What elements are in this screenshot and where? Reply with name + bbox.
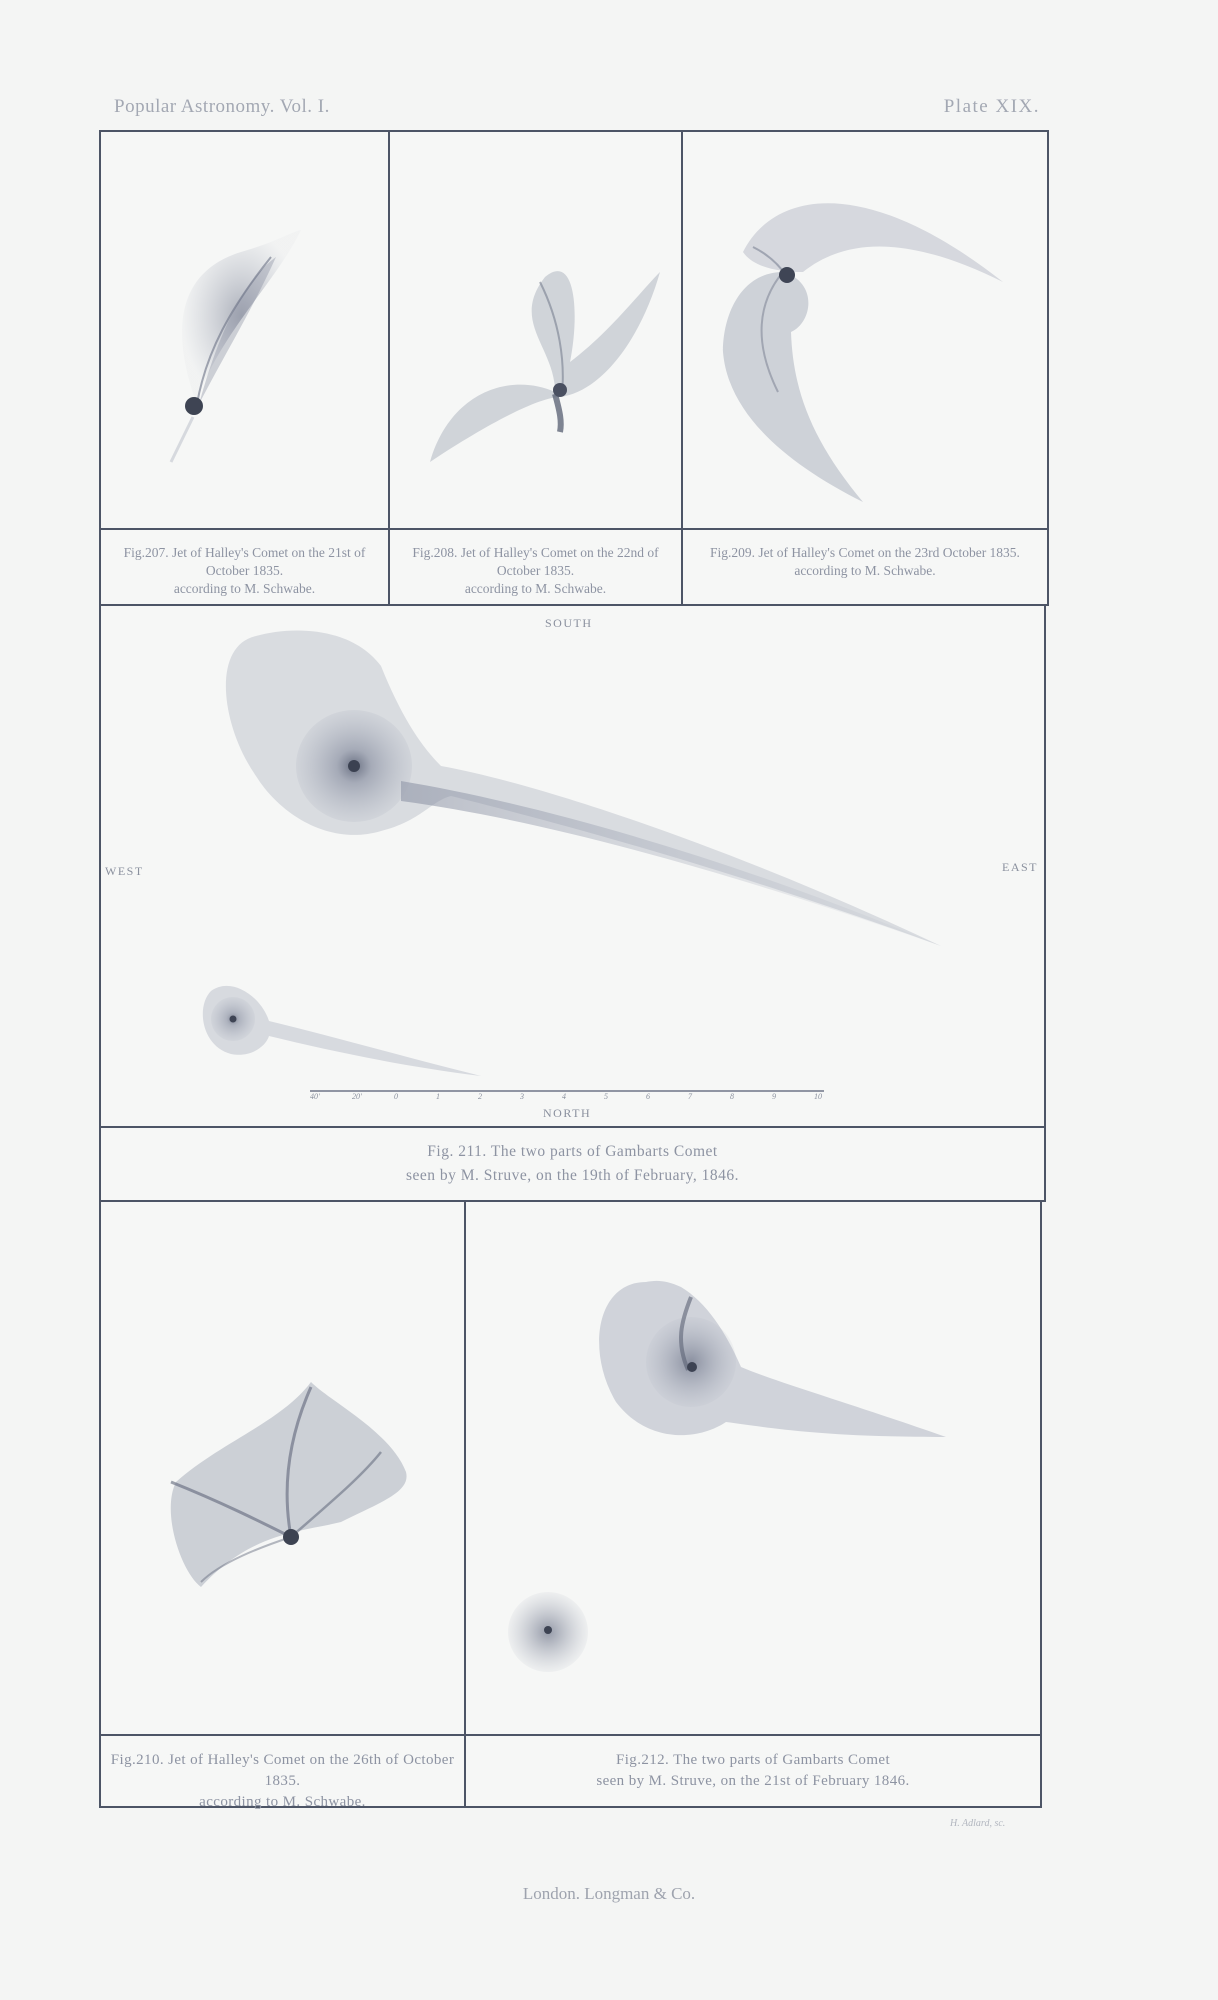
figure-209-drawing xyxy=(683,132,1049,530)
figure-210-caption xyxy=(99,1734,466,1808)
figure-211-panel xyxy=(99,604,1046,1128)
figure-209-caption xyxy=(681,528,1049,606)
comet-nucleus-209 xyxy=(779,267,795,283)
figure-210-panel xyxy=(99,1200,466,1736)
comet-nucleus-212-small xyxy=(544,1626,552,1634)
scale-tick-label: 20' xyxy=(352,1092,362,1101)
figure-211-caption-line1: Fig. 211. The two parts of Gambarts Comet xyxy=(427,1143,718,1160)
direction-east: EAST xyxy=(1002,860,1038,874)
figure-208-caption xyxy=(388,528,683,606)
comet-nucleus-207 xyxy=(185,397,203,415)
figure-211-drawing xyxy=(101,606,1046,1128)
scale-tick-label: 10 xyxy=(814,1092,822,1101)
figure-209-panel xyxy=(681,130,1049,530)
figure-210-drawing xyxy=(101,1202,466,1736)
figure-211-caption-line2: seen by M. Struve, on the 19th of February, 1846. xyxy=(405,1167,740,1184)
figure-207-caption-line1: Fig.207. Jet of Halley's Comet on the 21st of October 1835. xyxy=(123,545,366,578)
scale-tick-label: 9 xyxy=(772,1092,776,1101)
scale-tick-label: 0 xyxy=(394,1092,398,1101)
scale-tick-label: 2 xyxy=(478,1092,482,1101)
figure-207-caption-line2: according to M. Schwabe. xyxy=(173,581,316,596)
figure-212-caption xyxy=(464,1734,1042,1808)
scale-tick-label: 7 xyxy=(688,1092,692,1101)
direction-south: SOUTH xyxy=(545,616,593,630)
angular-scale-line xyxy=(310,1088,824,1102)
direction-north: NORTH xyxy=(543,1106,592,1120)
figure-208-drawing xyxy=(390,132,683,530)
comet-nucleus-211-small xyxy=(230,1016,237,1023)
scale-tick-label: 1 xyxy=(436,1092,440,1101)
comet-nucleus-210 xyxy=(283,1529,299,1545)
comet-nucleus-208 xyxy=(553,383,567,397)
figure-209-caption-line2: according to M. Schwabe. xyxy=(794,563,936,578)
figure-212-caption-line1: Fig.212. The two parts of Gambarts Comet xyxy=(615,1752,891,1768)
figure-212-panel xyxy=(464,1200,1042,1736)
scale-tick-label: 8 xyxy=(730,1092,734,1101)
scale-tick-label: 40' xyxy=(310,1092,320,1101)
figure-212-drawing xyxy=(466,1202,1042,1736)
figure-207-caption xyxy=(99,528,390,606)
figure-211-caption xyxy=(99,1126,1046,1202)
publisher-footer: London. Longman & Co. xyxy=(522,1884,696,1903)
plate-number: Plate XIX. xyxy=(943,96,1040,117)
angular-scale xyxy=(310,1088,824,1102)
figure-208-caption-line2: according to M. Schwabe. xyxy=(464,581,607,596)
figure-208-panel xyxy=(388,130,683,530)
figure-207-panel xyxy=(99,130,390,530)
comet-nucleus-211-main xyxy=(348,760,360,772)
scale-tick-label: 3 xyxy=(520,1092,524,1101)
figure-210-caption-line2: according to M. Schwabe. xyxy=(199,1794,366,1810)
figure-208-caption-line1: Fig.208. Jet of Halley's Comet on the 22nd of October 1835. xyxy=(412,545,659,578)
figure-207-drawing xyxy=(101,132,390,530)
figure-210-caption-line1: Fig.210. Jet of Halley's Comet on the 26th of October 1835. xyxy=(110,1752,455,1789)
direction-west: WEST xyxy=(105,864,144,878)
scale-tick-label: 6 xyxy=(646,1092,650,1101)
scale-tick-label: 4 xyxy=(562,1092,566,1101)
scale-tick-label: 5 xyxy=(604,1092,608,1101)
comet-nucleus-212-main xyxy=(687,1362,697,1372)
figure-209-caption-line1: Fig.209. Jet of Halley's Comet on the 23rd October 1835. xyxy=(710,545,1020,560)
engraver-signature: H. Adlard, sc. xyxy=(950,1818,1006,1829)
volume-header: Popular Astronomy. Vol. I. xyxy=(114,96,330,117)
figure-212-caption-line2: seen by M. Struve, on the 21st of February 1846. xyxy=(596,1773,910,1789)
